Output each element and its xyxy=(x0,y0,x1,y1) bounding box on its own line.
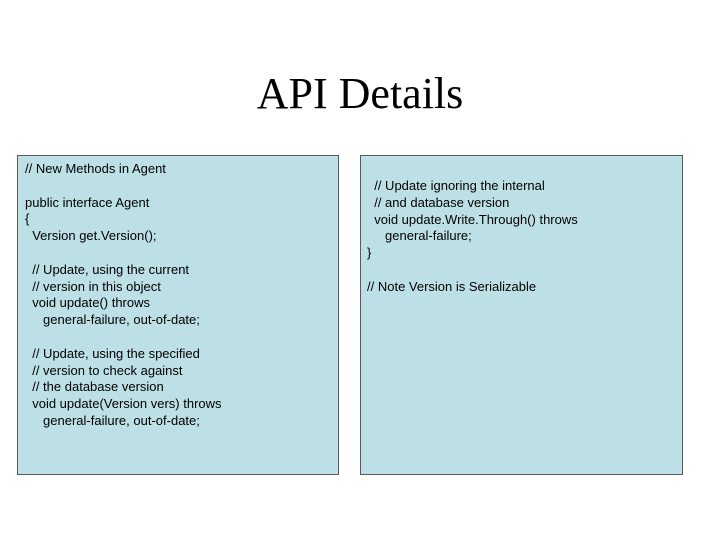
right-code-text: // Update ignoring the internal // and database version void update.Write.Through() throws general-failure; } // Note Version is Serializable xyxy=(367,178,578,294)
right-code-panel xyxy=(360,155,683,475)
left-code-text: // New Methods in Agent public interface Agent { Version get.Version(); // Update, using the current // version in this object void update() throws general-failure, out-of-date; // Update, using the specified // version to check against // the database version void update(Version vers) throws general-failure, out-of-date; xyxy=(25,161,222,428)
slide-title: API Details xyxy=(256,69,464,118)
left-code-panel xyxy=(17,155,339,475)
